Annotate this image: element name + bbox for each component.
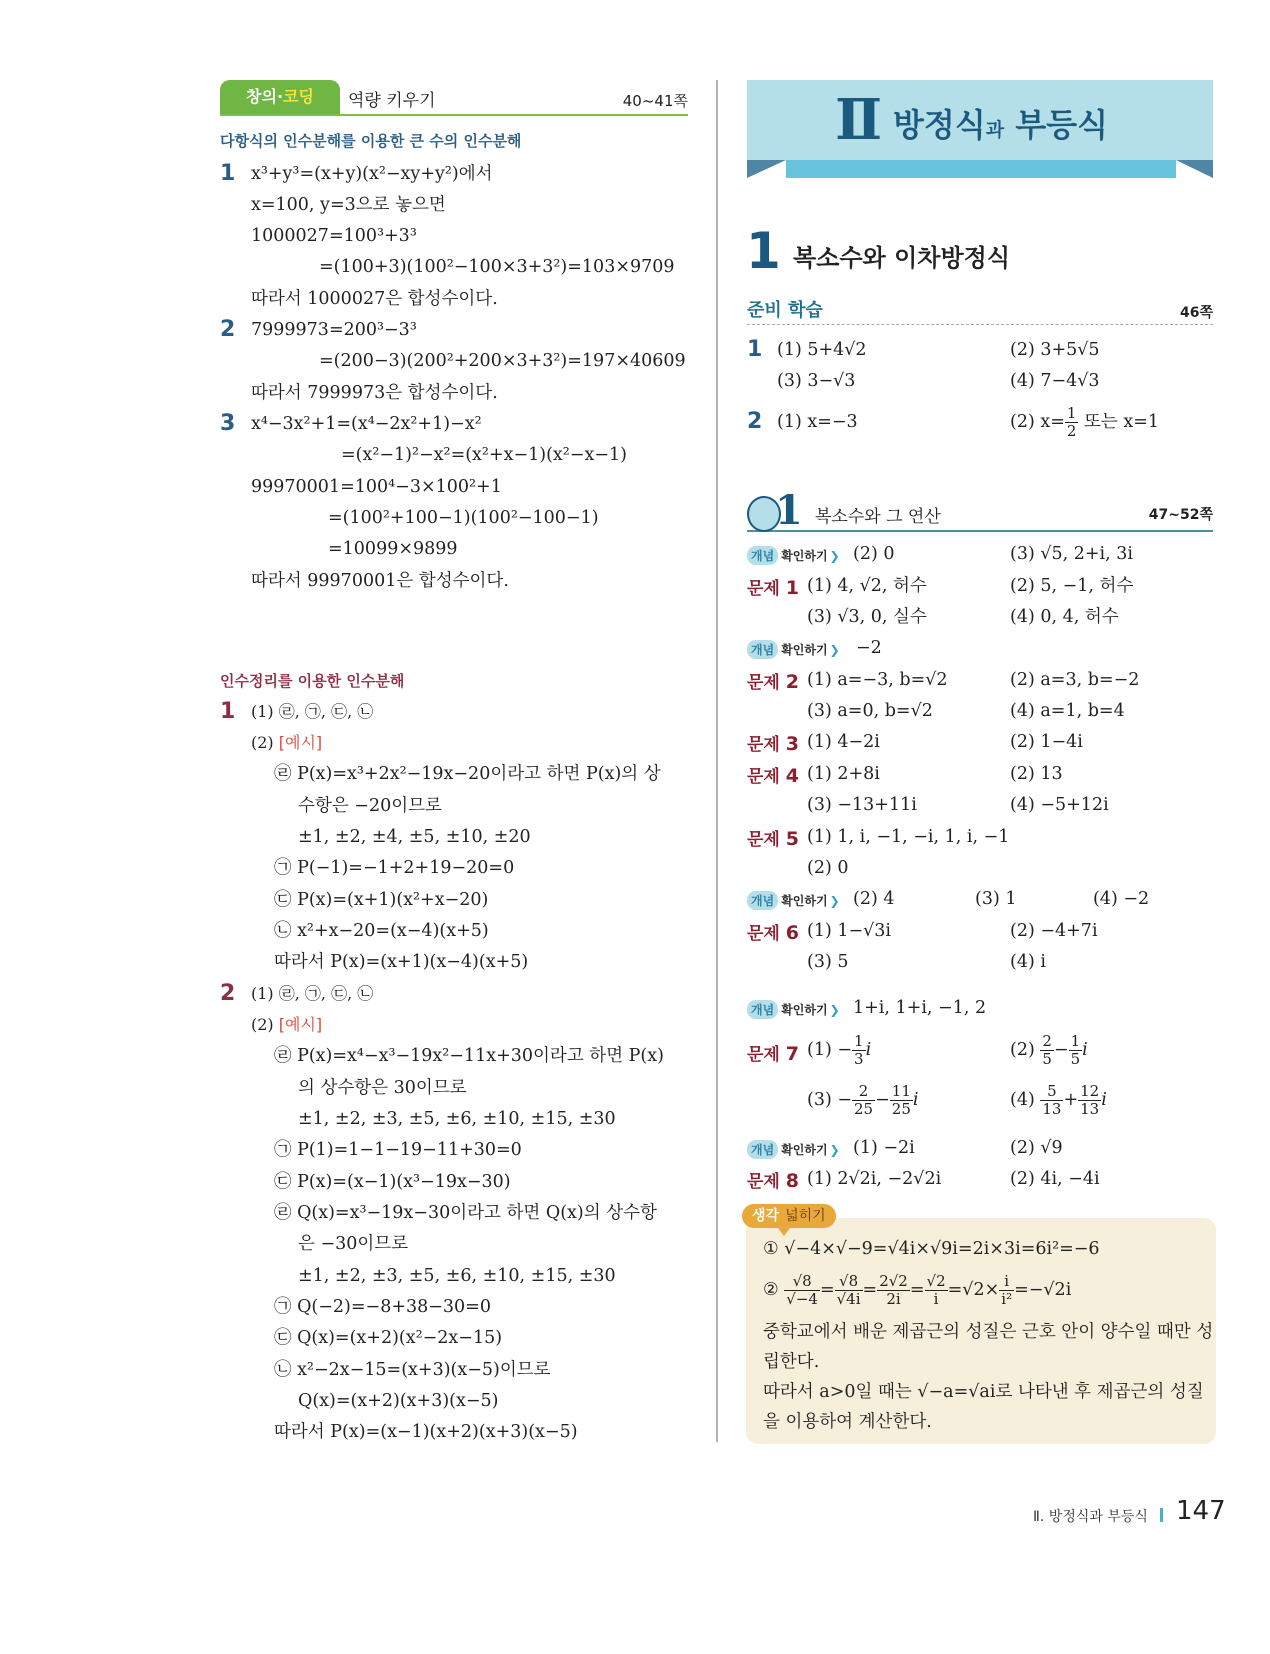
chevron-right-icon: ❯: [829, 894, 840, 908]
concept-check-label: 개념 확인하기 ❯: [747, 546, 840, 565]
answer-cell: (1) 2√2i, −2√2i: [807, 1169, 942, 1189]
unit-roman-numeral: Ⅱ: [835, 87, 883, 153]
answer-cell: (4) −2: [1093, 889, 1150, 909]
answer-cell: (1) 4−2i: [807, 732, 880, 752]
unit-title: 방정식과 부등식: [893, 106, 1108, 144]
answer-cell: (3) 3−√3: [777, 371, 856, 391]
answer-cell: (2) x= $\frac{1}{2}$ 또는 x=1: [1010, 404, 1160, 440]
think-line: ② $\frac{√8}{√-4}$ = $\frac{√8}{√4i}$ = $\frac{2√2}{2i}$ = $\frac{√2}{i}$ =√2× $\frac{i}{\text{i²}}$ =−√2i: [763, 1272, 1072, 1308]
answer-cell: (4) a=1, b=4: [1010, 701, 1125, 721]
answer-line: 99970001=100⁴−3×100²+1: [251, 477, 502, 497]
answer-line: 7999973=200³−3³: [251, 320, 417, 340]
answer-line: (1) ㉣, ㉠, ㉢, ㉡: [251, 984, 374, 1003]
problem-label: 문제 3: [747, 733, 800, 755]
answer-cell: (2) 5, −1, 허수: [1010, 576, 1134, 596]
concept-check-label: 개념 확인하기 ❯: [747, 640, 840, 659]
banner-strip: [786, 160, 1176, 178]
answer-line: 따라서 P(x)=(x−1)(x+2)(x+3)(x−5): [274, 1422, 578, 1442]
section-pages: 47~52쪽: [1148, 507, 1213, 523]
chevron-right-icon: ❯: [829, 549, 840, 563]
answer-cell: (1) − $\frac{1}{3}$ i: [807, 1032, 872, 1068]
section-title: 복소수와 그 연산: [815, 507, 941, 527]
answer-cell: (2) $\frac{2}{5}$ − $\frac{1}{5}$ i: [1010, 1032, 1088, 1068]
answer-cell: (2) 0: [853, 544, 895, 564]
footer-separator: [1160, 1508, 1163, 1522]
prep-pages: 46쪽: [1179, 305, 1213, 321]
answer-cell: (2) 4: [853, 889, 895, 909]
problem-label: 문제 1: [747, 577, 800, 599]
think-line: 을 이용하여 계산한다.: [763, 1412, 932, 1432]
answer-line: ㉡ x²−2x−15=(x+3)(x−5)이므로: [274, 1360, 551, 1380]
answer-cell: (2) 13: [1010, 764, 1063, 784]
answer-line: (1) ㉣, ㉠, ㉢, ㉡: [251, 702, 374, 721]
think-line: 따라서 a>0일 때는 √−a=√ai로 나타낸 후 제곱근의 성질: [763, 1382, 1204, 1402]
item-number: 1: [220, 699, 236, 724]
answer-cell: (4) 7−4√3: [1010, 371, 1100, 391]
answer-line: ㉣ Q(x)=x³−19x−30이라고 하면 Q(x)의 상수항: [274, 1203, 657, 1223]
header-pages: 40~41쪽: [622, 92, 688, 110]
answer-cell: (1) 5+4√2: [777, 340, 867, 360]
prep-study-header: [747, 296, 1213, 325]
section-number: 1: [775, 487, 803, 534]
answer-line: x⁴−3x²+1=(x⁴−2x²+1)−x²: [251, 414, 482, 434]
answer-line: ±1, ±2, ±3, ±5, ±6, ±10, ±15, ±30: [298, 1109, 616, 1129]
answer-cell: (1) −2i: [853, 1138, 915, 1158]
item-number: 3: [220, 411, 236, 436]
answer-line: ㉣ P(x)=x⁴−x³−19x²−11x+30이라고 하면 P(x): [274, 1046, 664, 1066]
answer-cell: (2) 4i, −4i: [1010, 1169, 1100, 1189]
answer-cell: (3) a=0, b=√2: [807, 701, 933, 721]
answer-line: ㉡ x²+x−20=(x−4)(x+5): [274, 921, 489, 941]
answer-cell: (1) a=−3, b=√2: [807, 670, 948, 690]
answer-cell: (1) 1, i, −1, −i, 1, i, −1: [807, 827, 1010, 847]
section-header: [747, 487, 1213, 534]
answer-cell: (1) 4, √2, 허수: [807, 576, 927, 596]
answer-cell: (3) − $\frac{2}{25}$ − $\frac{11}{25}$ i: [807, 1082, 919, 1118]
answer-cell: (3) √3, 0, 실수: [807, 607, 927, 627]
problem-label: 문제 6: [747, 922, 800, 944]
chevron-right-icon: ❯: [829, 643, 840, 657]
answer-line: =10099×9899: [328, 539, 458, 559]
answer-line: ±1, ±2, ±4, ±5, ±10, ±20: [298, 827, 531, 847]
answer-cell: (3) 5: [807, 952, 849, 972]
answer-cell: (1) x=−3: [777, 412, 858, 432]
answer-cell: 1+i, 1+i, −1, 2: [853, 998, 987, 1018]
problem-label: 문제 5: [747, 828, 800, 850]
answer-cell: (3) −13+11i: [807, 795, 917, 815]
answer-cell: (4) i: [1010, 952, 1046, 972]
answer-cell: (2) 3+5√5: [1010, 340, 1100, 360]
problem-label: 문제 8: [747, 1170, 800, 1192]
answer-line: 따라서 7999973은 합성수이다.: [251, 383, 498, 403]
answer-line: ㉠ Q(−2)=−8+38−30=0: [274, 1297, 491, 1317]
answer-line: Q(x)=(x+2)(x+3)(x−5): [298, 1391, 499, 1411]
example-tag: [예시]: [278, 1015, 323, 1034]
answer-line: 은 −30이므로: [298, 1234, 409, 1254]
chapter-title: 복소수와 이차방정식: [793, 244, 1011, 272]
item-number: 1: [220, 161, 236, 186]
concept-check-label: 개념 확인하기 ❯: [747, 1000, 840, 1019]
answer-line: =(100²+100−1)(100²−100−1): [328, 508, 599, 528]
problem-label: 문제 2: [747, 671, 800, 693]
answer-line: ㉠ P(1)=1−1−19−11+30=0: [274, 1140, 522, 1160]
answer-cell: (2) 0: [807, 858, 849, 878]
answer-cell: (2) √9: [1010, 1138, 1063, 1158]
item-number: 2: [220, 981, 236, 1006]
unit-banner: [747, 80, 1213, 160]
left-section-header: [220, 80, 688, 116]
answer-cell: −2: [856, 638, 882, 658]
header-title: 역량 키우기: [348, 91, 436, 111]
chevron-right-icon: ❯: [829, 1003, 840, 1017]
example-tag: [예시]: [278, 733, 323, 752]
answer-cell: (1) 2+8i: [807, 764, 880, 784]
answer-line: (2) [예시]: [251, 733, 323, 752]
think-line: 중학교에서 배운 제곱근의 성질은 근호 안이 양수일 때만 성: [763, 1322, 1214, 1342]
chevron-right-icon: ❯: [829, 1143, 840, 1157]
answer-line: =(200−3)(200²+200×3+3²)=197×40609: [319, 351, 686, 371]
banner-fold-right: [1176, 160, 1213, 178]
item-number: 2: [747, 409, 763, 434]
section-title-factor-theorem: 인수정리를 이용한 인수분해: [220, 672, 405, 690]
page-number: 147: [1176, 1496, 1226, 1526]
answer-line: 따라서 P(x)=(x+1)(x−4)(x+5): [274, 952, 529, 972]
answer-line: ㉢ Q(x)=(x+2)(x²−2x−15): [274, 1328, 503, 1348]
column-divider: [716, 80, 718, 1442]
chapter-number: 1: [746, 222, 781, 280]
answer-line: ㉠ P(−1)=−1+2+19−20=0: [274, 858, 515, 878]
answer-line: ㉣ P(x)=x³+2x²−19x−20이라고 하면 P(x)의 상: [274, 764, 661, 784]
answer-cell: (4) 0, 4, 허수: [1010, 607, 1119, 627]
answer-line: 1000027=100³+3³: [251, 226, 417, 246]
answer-cell: (3) 1: [975, 889, 1017, 909]
answer-line: ㉢ P(x)=(x+1)(x²+x−20): [274, 890, 489, 910]
answer-line: x³+y³=(x+y)(x²−xy+y²)에서: [251, 164, 493, 184]
answer-line: x=100, y=3으로 놓으면: [251, 195, 446, 215]
prep-title: 준비 학습: [747, 300, 823, 321]
answer-line: ±1, ±2, ±3, ±5, ±6, ±10, ±15, ±30: [298, 1266, 616, 1286]
banner-fold-left: [747, 160, 786, 178]
answer-line: =(100+3)(100²−100×3+3²)=103×9709: [319, 257, 675, 277]
problem-label: 문제 4: [747, 765, 800, 787]
concept-check-label: 개념 확인하기 ❯: [747, 1140, 840, 1159]
tag-pointer-icon: [778, 1228, 790, 1236]
footer-chapter: Ⅱ. 방정식과 부등식: [1033, 1509, 1148, 1525]
answer-cell: (2) 1−4i: [1010, 732, 1083, 752]
think-expand-tag: 생각 넓히기: [742, 1204, 836, 1228]
answer-line: 수항은 −20이므로: [298, 796, 442, 816]
item-number: 1: [747, 337, 763, 362]
answer-cell: (2) −4+7i: [1010, 921, 1098, 941]
think-line: 립한다.: [763, 1352, 820, 1372]
answer-line: =(x²−1)²−x²=(x²+x−1)(x²−x−1): [341, 445, 627, 465]
answer-cell: (2) a=3, b=−2: [1010, 670, 1140, 690]
creative-coding-badge: 창의·코딩: [220, 80, 340, 114]
answer-line: 따라서 99970001은 합성수이다.: [251, 571, 509, 591]
concept-check-label: 개념 확인하기 ❯: [747, 891, 840, 910]
section-title-large-number: 다항식의 인수분해를 이용한 큰 수의 인수분해: [220, 132, 522, 150]
answer-line: 따라서 1000027은 합성수이다.: [251, 289, 498, 309]
answer-line: ㉢ P(x)=(x−1)(x³−19x−30): [274, 1172, 511, 1192]
item-number: 2: [220, 317, 236, 342]
think-line: ① √−4×√−9=√4i×√9i=2i×3i=6i²=−6: [763, 1239, 1100, 1259]
answer-line: 의 상수항은 30이므로: [298, 1078, 467, 1098]
problem-label: 문제 7: [747, 1043, 800, 1065]
answer-line: (2) [예시]: [251, 1015, 323, 1034]
answer-cell: (4) −5+12i: [1010, 795, 1109, 815]
answer-cell: (3) √5, 2+i, 3i: [1010, 544, 1134, 564]
answer-cell: (4) $\frac{5}{13}$ + $\frac{12}{13}$ i: [1010, 1082, 1107, 1118]
answer-cell: (1) 1−√3i: [807, 921, 892, 941]
